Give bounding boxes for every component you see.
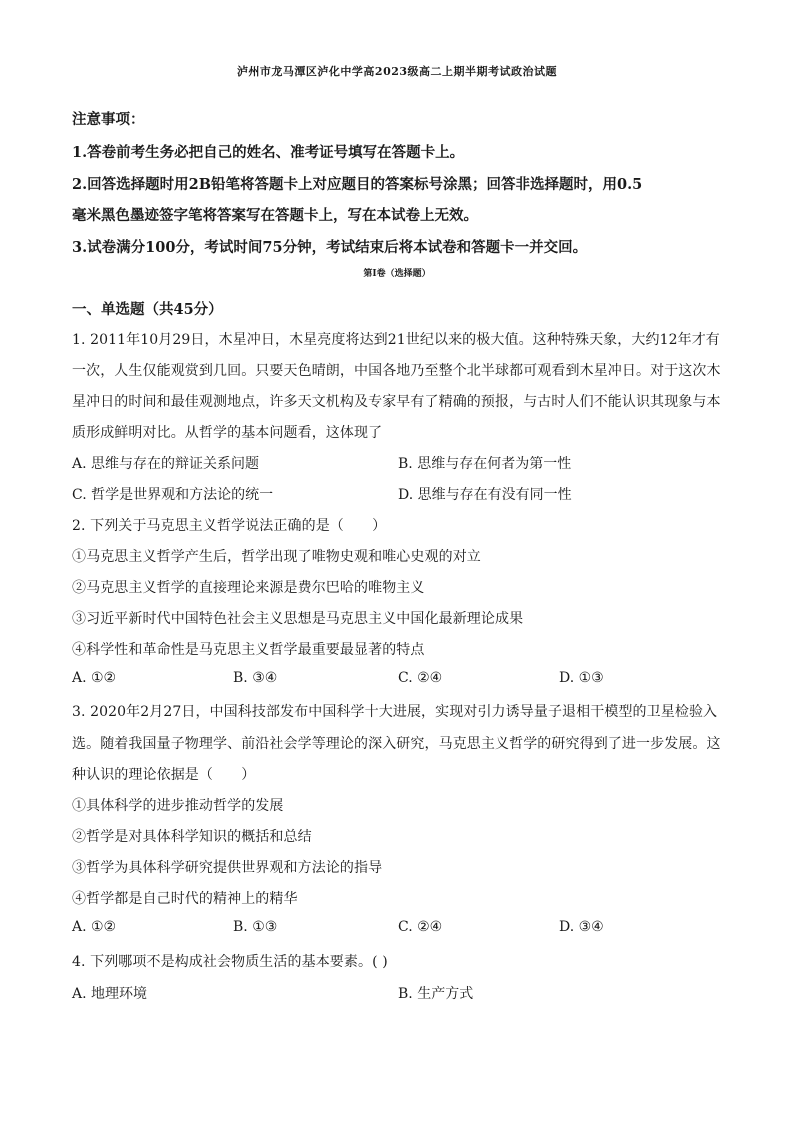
statement: ②马克思主义哲学的直接理论来源是费尔巴哈的唯物主义 <box>72 580 425 596</box>
notice-item: 1.答卷前考生务必把自己的姓名、准考证号填写在答题卡上。 <box>72 144 465 161</box>
option-c: C. 哲学是世界观和方法论的统一 <box>72 487 274 503</box>
notice-heading: 注意事项： <box>72 111 145 128</box>
option-b: B. ③④ <box>233 670 278 686</box>
section-title: 一、单选题（共45分） <box>72 301 223 318</box>
statement: ④科学性和革命性是马克思主义哲学最重要最显著的特点 <box>72 642 425 658</box>
exam-title: 泸州市龙马潭区泸化中学高2023级高二上期半期考试政治试题 <box>236 65 558 78</box>
option-c: C. ②④ <box>398 919 443 935</box>
notice-item: 2.回答选择题时用2B铅笔将答题卡上对应题目的答案标号涂黑；回答非选择题时，用0.5 <box>72 176 643 193</box>
question-text: 星冲日的时间和最佳观测地点，许多天文机构及专家早有了精确的预报，与古时人们不能认识其现象与本 <box>72 394 721 410</box>
option-b: B. 思维与存在何者为第一性 <box>398 456 572 472</box>
question-text: 一次，人生仅能观赏到几回。只要天色晴朗，中国各地乃至整个北半球都可观看到木星冲日。对于这次木 <box>72 363 721 379</box>
statement: ①具体科学的进步推动哲学的发展 <box>72 798 284 814</box>
question-text: 2. 下列关于马克思主义哲学说法正确的是（ ） <box>72 518 387 534</box>
statement: ③习近平新时代中国特色社会主义思想是马克思主义中国化最新理论成果 <box>72 611 524 627</box>
option-a: A. ①② <box>72 919 117 935</box>
option-d: D. ③④ <box>559 919 604 935</box>
notice-item: 毫米黑色墨迹签字笔将答案写在答题卡上，写在本试卷上无效。 <box>72 207 478 224</box>
option-b: B. 生产方式 <box>398 986 474 1002</box>
statement: ①马克思主义哲学产生后，哲学出现了唯物史观和唯心史观的对立 <box>72 549 481 565</box>
option-c: C. ②④ <box>398 670 443 686</box>
question-text: 选。随着我国量子物理学、前沿社会学等理论的深入研究，马克思主义哲学的研究得到了进一步发展。这 <box>72 736 721 752</box>
option-d: D. 思维与存在有没有同一性 <box>398 487 572 503</box>
option-a: A. ①② <box>72 670 117 686</box>
option-a: A. 思维与存在的辩证关系问题 <box>72 456 260 472</box>
option-a: A. 地理环境 <box>72 986 148 1002</box>
question-text: 种认识的理论依据是（ ） <box>72 767 256 783</box>
statement: ③哲学为具体科学研究提供世界观和方法论的指导 <box>72 860 383 876</box>
question-text: 质形成鲜明对比。从哲学的基本问题看，这体现了 <box>72 425 383 441</box>
option-b: B. ①③ <box>233 919 278 935</box>
question-text: 3. 2020年2月27日，中国科技部发布中国科学十大进展，实现对引力诱导量子退相干模型的卫星检验入 <box>72 704 718 720</box>
question-text: 4. 下列哪项不是构成社会物质生活的基本要素。( ) <box>72 954 388 970</box>
statement: ④哲学都是自己时代的精神上的精华 <box>72 891 298 907</box>
part-title: 第Ⅰ卷（选择题） <box>363 269 431 279</box>
option-d: D. ①③ <box>559 670 604 686</box>
question-text: 1. 2011年10月29日，木星冲日，木星亮度将达到21世纪以来的极大值。这种特殊天象，大约12年才有 <box>72 332 720 348</box>
statement: ②哲学是对具体科学知识的概括和总结 <box>72 829 312 845</box>
notice-item: 3.试卷满分100分，考试时间75分钟，考试结束后将本试卷和答题卡一并交回。 <box>72 239 588 256</box>
